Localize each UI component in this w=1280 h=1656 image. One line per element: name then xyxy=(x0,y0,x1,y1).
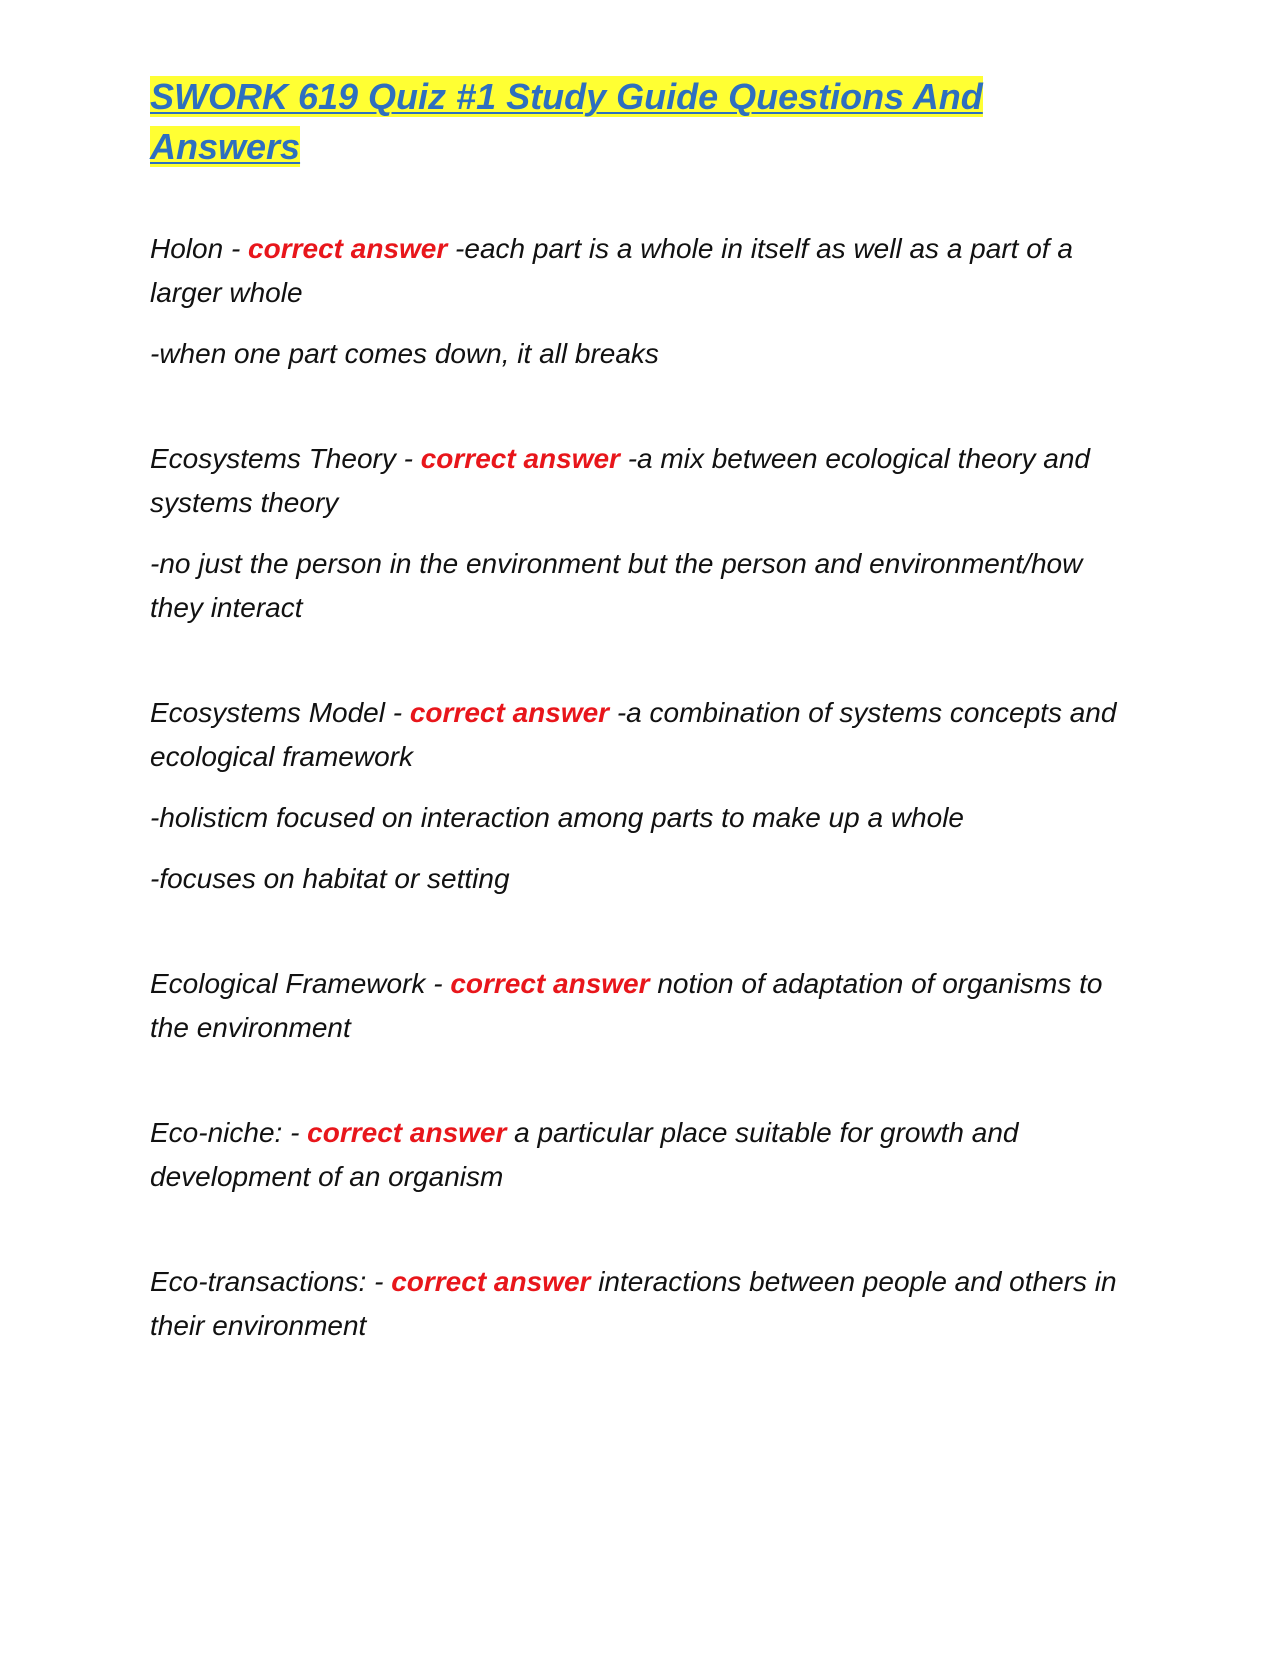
answer-tag: correct answer xyxy=(248,233,448,264)
qa-term: Ecosystems Theory - xyxy=(150,443,421,474)
qa-line xyxy=(150,1260,1140,1348)
qa-term: Ecosystems Model - xyxy=(150,697,410,728)
answer-extra-line: -when one part comes down, it all breaks xyxy=(150,338,659,369)
qa-line xyxy=(150,1111,1140,1199)
qa-term: Eco-transactions: - xyxy=(150,1266,392,1297)
answer-tag: correct answer xyxy=(409,697,610,728)
answer-tag: correct answer xyxy=(307,1117,507,1148)
answer-tag: correct answer xyxy=(450,968,650,999)
answer-tag: correct answer xyxy=(420,443,620,474)
qa-term: Eco-niche: - xyxy=(150,1117,308,1148)
answer-tag: correct answer xyxy=(391,1266,591,1297)
qa-line xyxy=(150,437,1140,525)
qa-line xyxy=(150,227,1140,315)
qa-entry-ecosystems-model xyxy=(150,691,1140,901)
qa-line xyxy=(150,962,1140,1050)
qa-entry-holon xyxy=(150,227,1140,376)
qa-list xyxy=(150,227,1140,1348)
answer-text: notion of adaptation of organisms to the environment xyxy=(150,968,1103,1043)
answer-text: a particular place suitable for growth and development of an organism xyxy=(150,1117,1019,1192)
qa-entry-eco-niche xyxy=(150,1111,1140,1199)
qa-entry-ecological-framework xyxy=(150,962,1140,1050)
answer-text: -each part is a whole in itself as well as a part of a larger whole xyxy=(150,233,1073,308)
answer-extra-line: -no just the person in the environment but the person and environment/how they interact xyxy=(150,548,1083,623)
qa-line xyxy=(150,691,1140,779)
answer-extra-line: -focuses on habitat or setting xyxy=(150,863,510,894)
qa-entry-ecosystems-theory xyxy=(150,437,1140,630)
answer-text: -a combination of systems concepts and ecological framework xyxy=(150,697,1117,772)
qa-term: Holon - xyxy=(150,233,249,264)
answer-text: interactions between people and others in their environment xyxy=(150,1266,1117,1341)
title-link[interactable]: SWORK 619 Quiz #1 Study Guide Questions And Answers xyxy=(150,76,983,167)
answer-extra-line: -holisticm focused on interaction among parts to make up a whole xyxy=(150,802,964,833)
document-page xyxy=(150,72,1140,1409)
qa-entry-eco-transactions xyxy=(150,1260,1140,1348)
page-title xyxy=(150,72,1140,172)
qa-term: Ecological Framework - xyxy=(150,968,451,999)
answer-text: -a mix between ecological theory and systems theory xyxy=(150,443,1090,518)
